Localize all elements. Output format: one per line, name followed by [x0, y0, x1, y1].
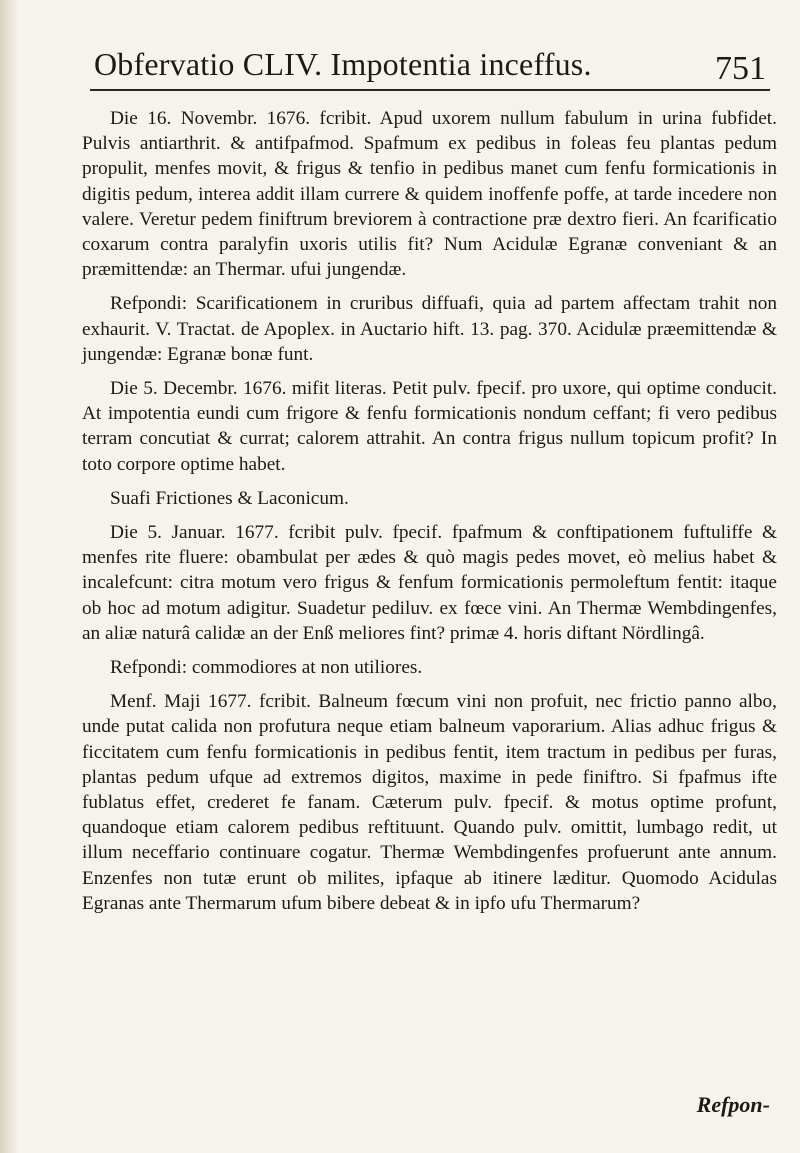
page-number: 751	[715, 50, 766, 87]
header-rule	[90, 89, 770, 91]
catchword: Refpon-	[696, 1092, 770, 1117]
paragraph-respondi-scarificationem: Refpondi: Scarificationem in cruribus diffuafi, quia ad partem affectam trahit non exhaurit. V. Tractat. de Apoplex. in Auctario hift. 13. pag. 370. Acidulæ præemittendæ & jungendæ: Egranæ bonæ funt.	[82, 293, 777, 365]
paragraph-die-5-decembr: Die 5. Decembr. 1676. mifit literas. Petit pulv. fpecif. pro uxore, qui optime conducit. At impotentia eundi cum frigore & fenfu formicationis nondum ceffant; fi vero pedibus terram concutiat & currat; calorem attrahit. An contra frigus nullum topicum profit? In toto corpore optime habet.	[82, 378, 777, 475]
page-gutter-shadow	[0, 0, 18, 1153]
paragraph-respondi-commodiores: Refpondi: commodiores at non utiliores.	[110, 657, 423, 679]
paragraph-mens-maji: Menf. Maji 1677. fcribit. Balneum fœcum vini non profuit, nec frictio panno albo, unde putat calida non profutura neque etiam balneum vaporarium. Alias adhuc frigus & ficcitatem cum fenfu formicationis in pedibus fentit, item tractum in pedibus per furas, plantas pedum ufque ad extremos digitos, maxime in pede finiftro. Si fpafmus ifte fublatus effet, crederet fe fanam. Cæterum pulv. fpecif. & motus optime profunt, quandoque etiam calorem pedibus reftituunt. Quando pulv. omittit, lumbago redit, ut illum neceffario continuare cogatur. Thermæ Wembdingenfes profuerunt ante annum. Enzenfes non tutæ erunt ob milites, ipfaque ab itinere læditur. Quomodo Acidulas Egranas ante Thermarum ufum bibere debeat & in ipfo ufu Thermarum?	[82, 691, 777, 914]
paragraph-die-16-novembr: Die 16. Novembr. 1676. fcribit. Apud uxorem nullum fabulum in urina fubfidet. Pulvis antiarthrit. & antifpafmod. Spafmum ex pedibus in foleas feu plantas pedum propulit, menfes movit, & frigus & tenfio in pedibus manet cum fenfu formicationis in digitis pedum, interea addit illam currere & quidem inoffenfe poffe, at tarde incedere non valere. Veretur pedem finiftrum breviorem à contractione præ dextro fieri. An fcarificatio coxarum contra paralyfin uxoris utilis fit? Num Acidulæ Egranæ conveniant & an præmittendæ: an Thermar. ufui jungendæ.	[82, 108, 777, 281]
page-header	[90, 42, 770, 92]
body-text	[82, 106, 777, 916]
paragraph-suasi-frictiones: Suafi Frictiones & Laconicum.	[110, 487, 349, 509]
running-title: Obfervatio CLIV. Impotentia inceffus.	[94, 46, 592, 82]
paragraph-die-5-januar: Die 5. Januar. 1677. fcribit pulv. fpecif. fpafmum & conftipationem fuftuliffe & menfes rite fluere: obambulat per ædes & quò magis pedes movet, eò melius habet & incalefcunt: citra motum vero frigus & fenfum formicationis permoleftum fentit: itaque ob hoc ad motum adigitur. Suadetur pediluv. ex fœce vini. An Thermæ Wembdingenfes, an aliæ naturâ calidæ an der Enß meliores fint? primæ 4. horis diftant Nördlingâ.	[82, 522, 777, 644]
